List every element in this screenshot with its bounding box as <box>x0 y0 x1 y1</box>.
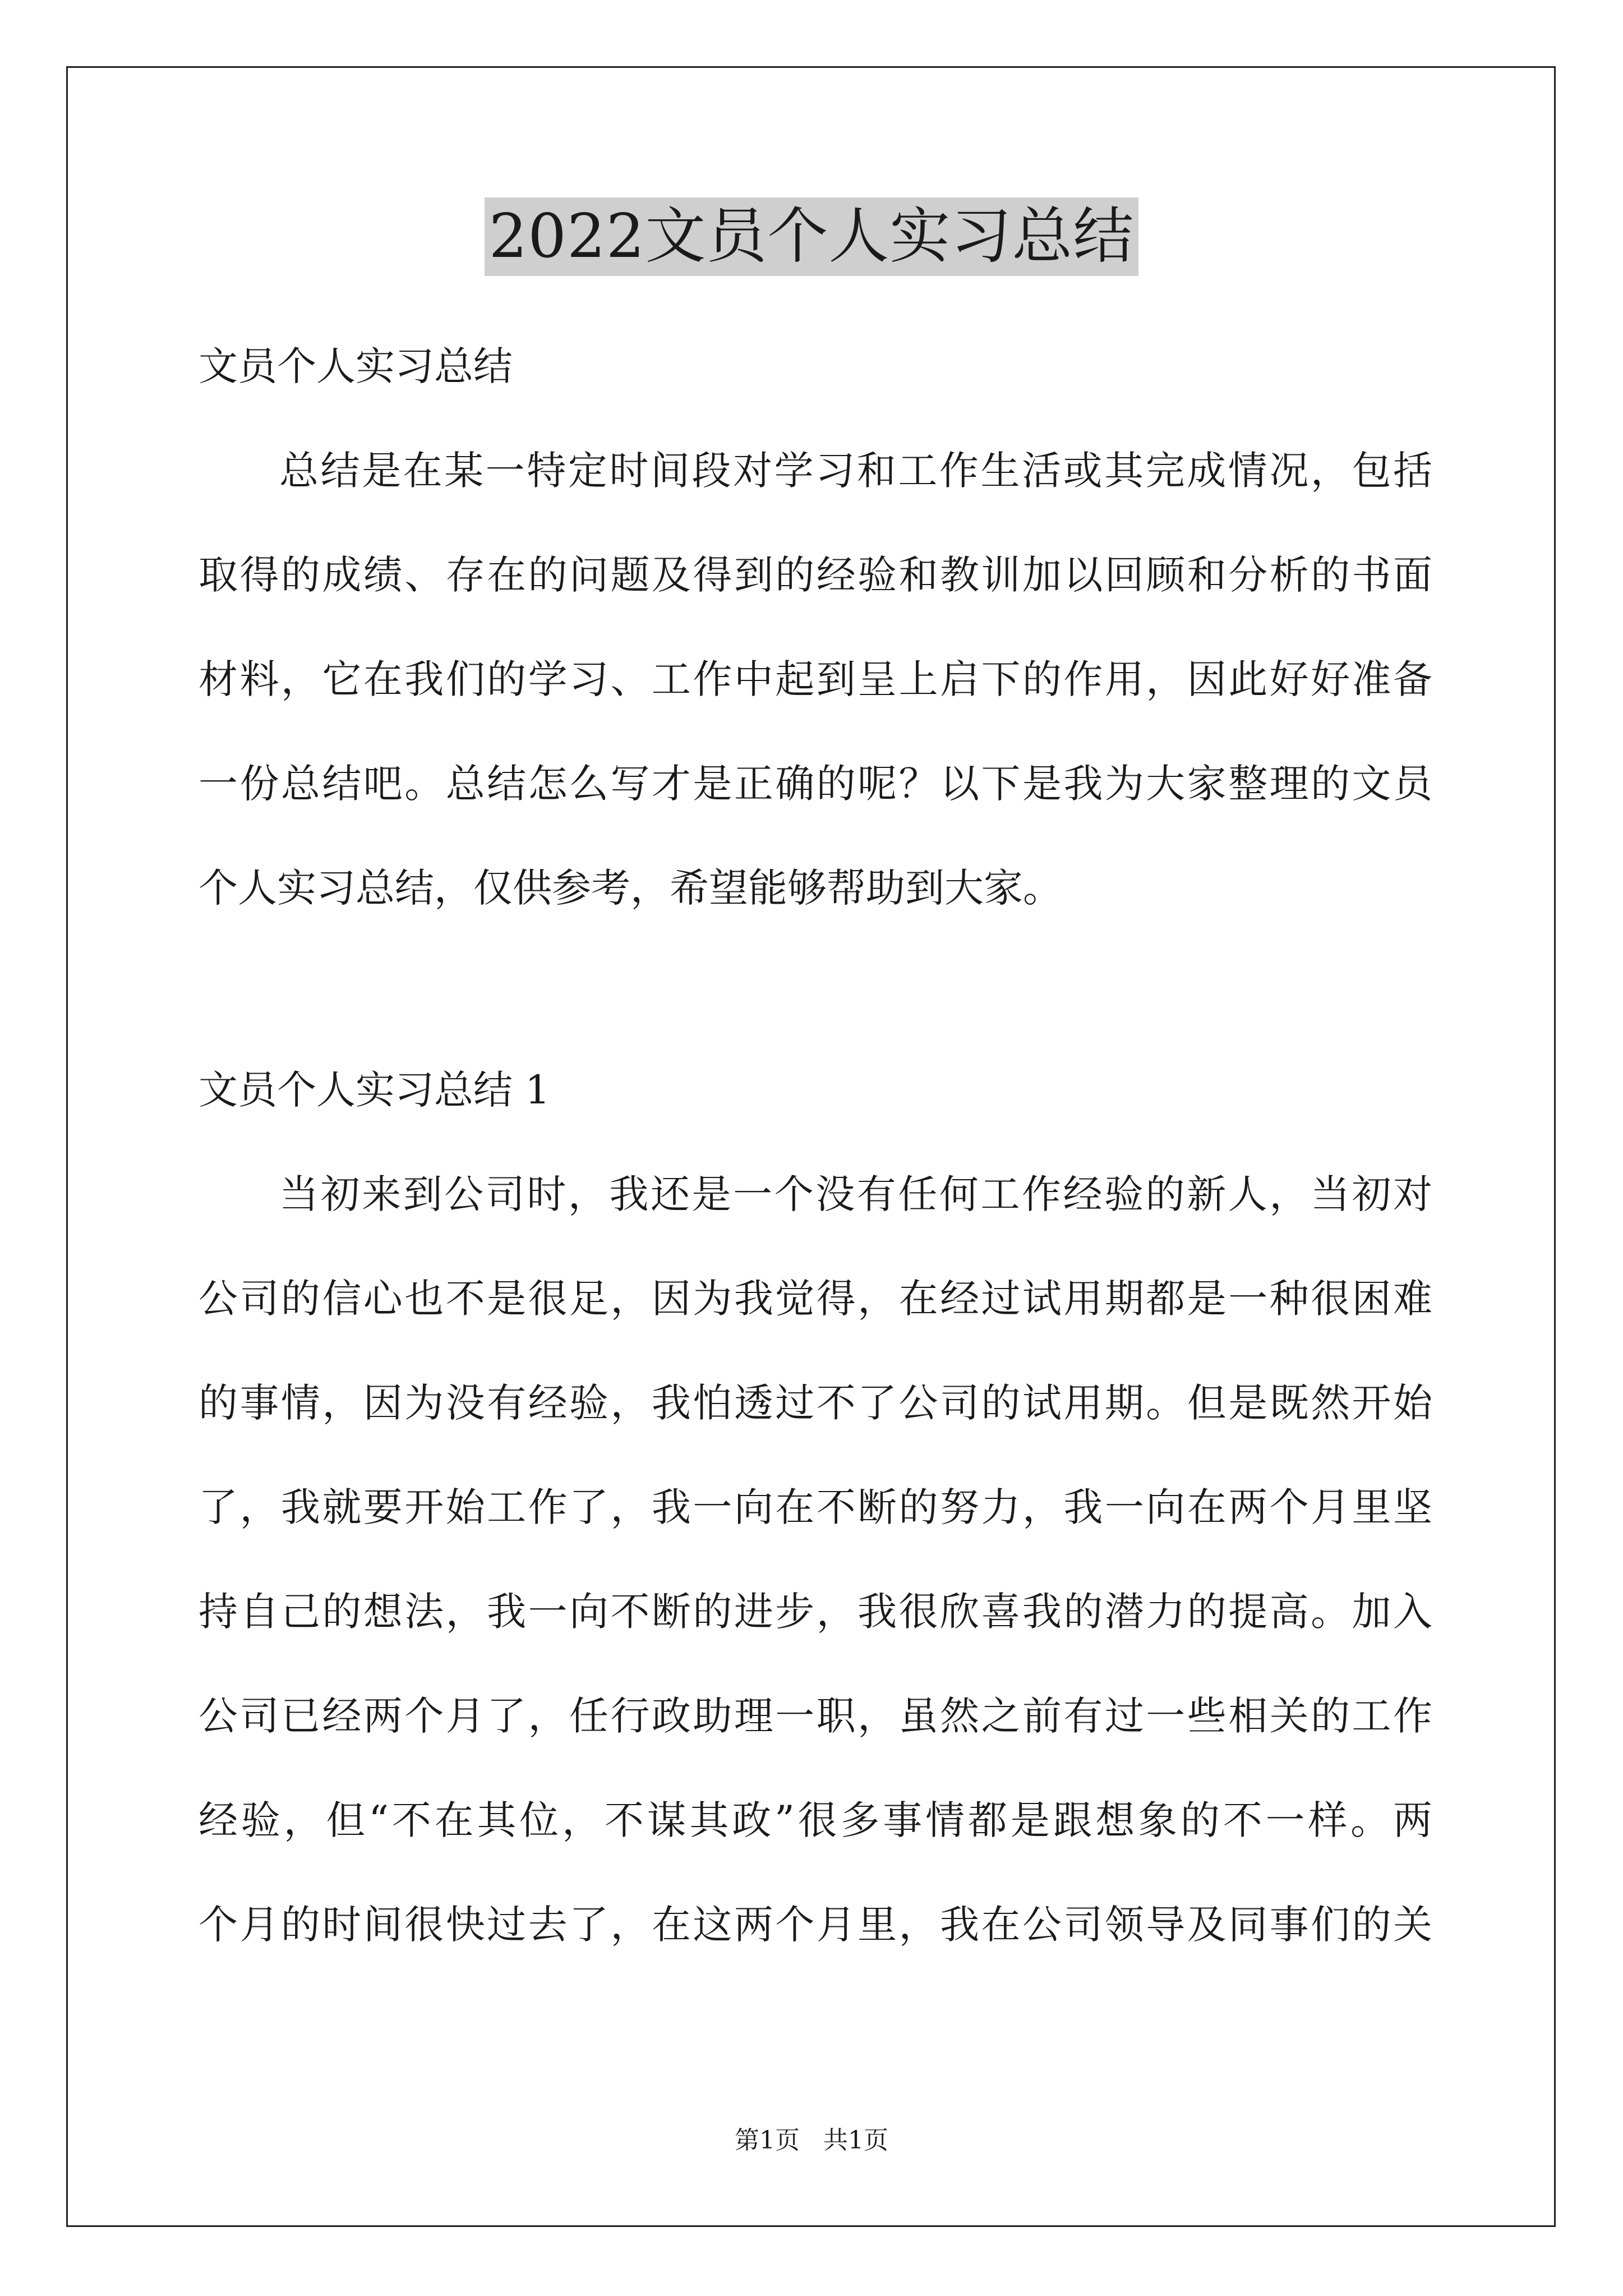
paragraph-1 <box>199 418 1432 940</box>
paragraph-line: 公司已经两个月了，任行政助理一职，虽然之前有过一些相关的工作 <box>199 1693 1432 1739</box>
paragraph-line: 一份总结吧。总结怎么写才是正确的呢？以下是我为大家整理的文员 <box>199 761 1432 807</box>
paragraph-line: 总结是在某一特定时间段对学习和工作生活或其完成情况，包括 <box>279 448 1432 494</box>
paragraph-line: 当初来到公司时，我还是一个没有任何工作经验的新人，当初对 <box>279 1171 1432 1217</box>
section-2-heading: 文员个人实习总结 1 <box>199 1067 550 1113</box>
paragraph-line: 个月的时间很快过去了，在这两个月里，我在公司领导及同事们的关 <box>199 1902 1432 1948</box>
section-1-heading: 文员个人实习总结 <box>199 343 513 389</box>
paragraph-line: 个人实习总结，仅供参考，希望能够帮助到大家。 <box>199 865 1062 911</box>
section-2 <box>199 1038 1432 1977</box>
paragraph-line: 取得的成绩、存在的问题及得到的经验和教训加以回顾和分析的书面 <box>199 552 1432 598</box>
paragraph-line: 公司的信心也不是很足，因为我觉得，在经过试用期都是一种很困难 <box>199 1276 1432 1322</box>
paragraph-line: 经验，但“不在其位，不谋其政”很多事情都是跟想象的不一样。两 <box>199 1797 1432 1843</box>
paragraph-line: 的事情，因为没有经验，我怕透过不了公司的试用期。但是既然开始 <box>199 1380 1432 1426</box>
page-footer: 第1页 共1页 <box>735 2126 888 2155</box>
paragraph-line: 了，我就要开始工作了，我一向在不断的努力，我一向在两个月里坚 <box>199 1484 1432 1530</box>
document-title: 2022文员个人实习总结 <box>485 197 1139 276</box>
section-1 <box>199 314 1432 940</box>
paragraph-line: 材料，它在我们的学习、工作中起到呈上启下的作用，因此好好准备 <box>199 656 1432 702</box>
paragraph-2 <box>199 1142 1432 1977</box>
paragraph-line: 持自己的想法，我一向不断的进步，我很欣喜我的潜力的提高。加入 <box>199 1589 1432 1635</box>
title-wrap <box>0 197 1623 276</box>
